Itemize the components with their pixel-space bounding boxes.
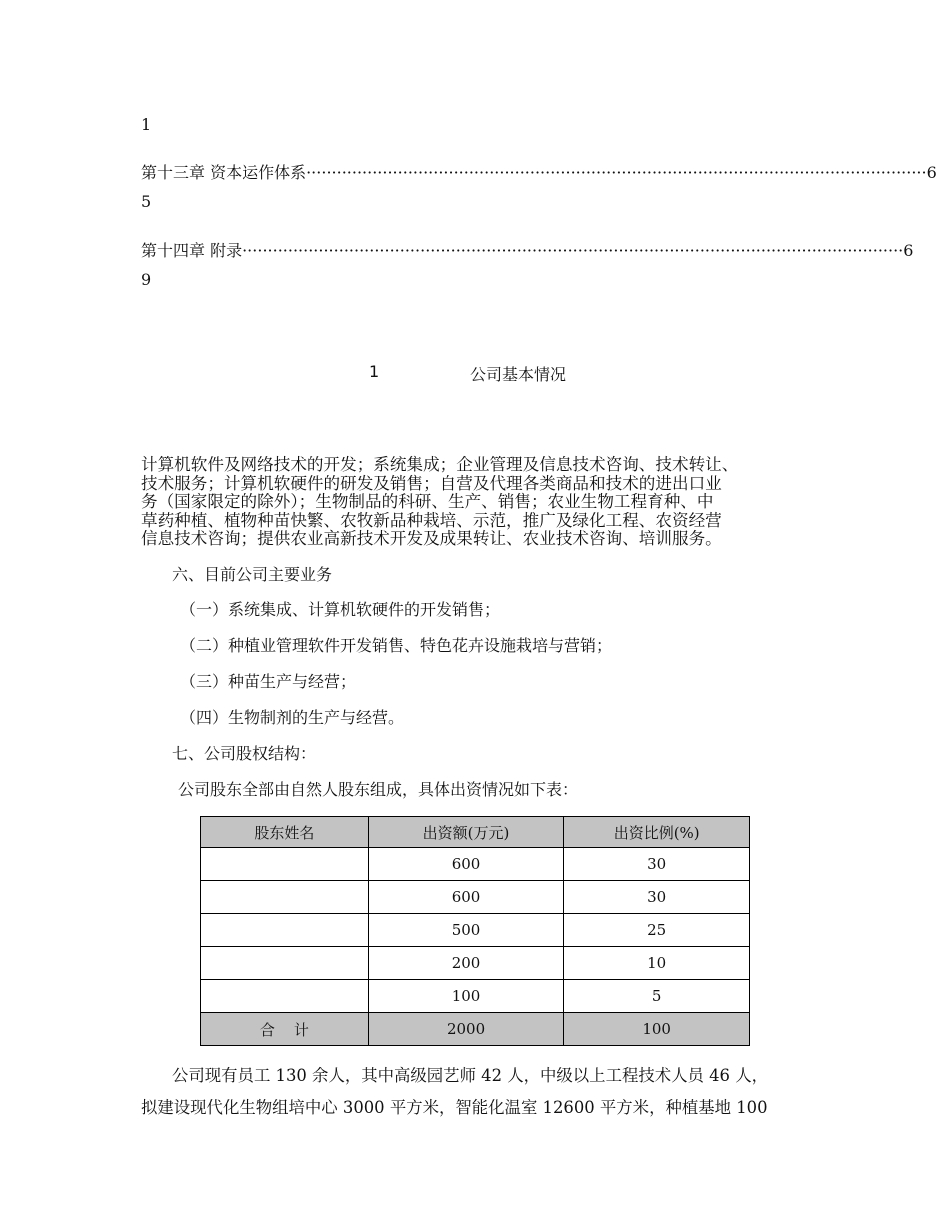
main-business-item: （四）生物制剂的生产与经营。 — [180, 708, 405, 727]
capital-ratio: 30 — [564, 848, 750, 881]
toc-leader-dots: ·································································································································· — [242, 241, 904, 260]
section-number: 1 — [369, 362, 380, 381]
main-business-item: （三）种苗生产与经营； — [180, 672, 357, 691]
capital-ratio: 10 — [564, 947, 750, 980]
header-shareholder-name: 股东姓名 — [201, 817, 369, 848]
business-scope-line: 信息技术咨询；提供农业高新技术开发及成果转让、农业技术咨询、培训服务。 — [141, 529, 722, 548]
table-row — [201, 914, 750, 947]
table-row — [201, 881, 750, 914]
business-scope-line: 草药种植、植物种苗快繁、农牧新品种栽培、示范，推广及绿化工程、农资经营 — [141, 510, 722, 530]
total-capital-amount: 2000 — [368, 1013, 564, 1046]
staff-line: 拟建设现代化生物组培中心 3000 平方米，智能化温室 12600 平方米，种植基地 100 — [141, 1098, 768, 1117]
table-header-row — [201, 817, 750, 848]
toc-entry-page: 6 — [926, 163, 937, 182]
toc-entry-label: 第十三章 资本运作体系 — [141, 163, 307, 182]
toc-page-tail: 1 — [141, 115, 152, 134]
shareholder-name — [201, 914, 369, 947]
capital-amount: 500 — [368, 914, 564, 947]
header-capital-amount: 出资额(万元) — [368, 817, 564, 848]
toc-entry-label: 第十四章 附录 — [141, 241, 243, 260]
main-business-item: （二）种植业管理软件开发销售、特色花卉设施栽培与营销； — [180, 636, 613, 655]
table-row — [201, 980, 750, 1013]
table-total-row — [201, 1013, 750, 1046]
toc-entry-page: 6 — [903, 241, 914, 260]
business-scope-line: 务（国家限定的除外）；生物制品的科研、生产、销售；农业生物工程育种、中 — [141, 492, 714, 511]
table-row — [201, 947, 750, 980]
toc-entry — [141, 238, 914, 261]
total-capital-ratio: 100 — [564, 1013, 750, 1046]
equity-table — [200, 816, 750, 1046]
capital-amount: 600 — [368, 848, 564, 881]
equity-heading: 七、公司股权结构： — [172, 744, 317, 763]
toc-entry — [141, 160, 937, 183]
total-label: 合 计 — [201, 1013, 369, 1046]
capital-amount: 200 — [368, 947, 564, 980]
equity-intro: 公司股东全部由自然人股东组成，具体出资情况如下表： — [178, 780, 579, 799]
toc-page-tail: 5 — [141, 192, 152, 211]
shareholder-name — [201, 881, 369, 914]
main-business-heading: 六、目前公司主要业务 — [172, 565, 333, 584]
business-scope-line: 技术服务；计算机软硬件的研发及销售；自营及代理各类商品和技术的进出口业 — [141, 473, 722, 493]
capital-ratio: 30 — [564, 881, 750, 914]
business-scope-line: 计算机软件及网络技术的开发；系统集成；企业管理及信息技术咨询、技术转让、 — [141, 455, 739, 474]
capital-ratio: 25 — [564, 914, 750, 947]
shareholder-name — [201, 848, 369, 881]
capital-amount: 600 — [368, 881, 564, 914]
main-business-item: （一）系统集成、计算机软硬件的开发销售； — [180, 600, 501, 619]
shareholder-name — [201, 980, 369, 1013]
staff-line: 公司现有员工 130 余人，其中高级园艺师 42 人，中级以上工程技术人员 46 人， — [172, 1066, 768, 1085]
header-capital-ratio: 出资比例(%) — [564, 817, 750, 848]
capital-ratio: 5 — [564, 980, 750, 1013]
shareholder-name — [201, 947, 369, 980]
section-title: 公司基本情况 — [470, 365, 567, 384]
toc-page-tail: 9 — [141, 270, 152, 289]
table-row — [201, 848, 750, 881]
capital-amount: 100 — [368, 980, 564, 1013]
toc-leader-dots: ·························································································································· — [306, 163, 927, 182]
